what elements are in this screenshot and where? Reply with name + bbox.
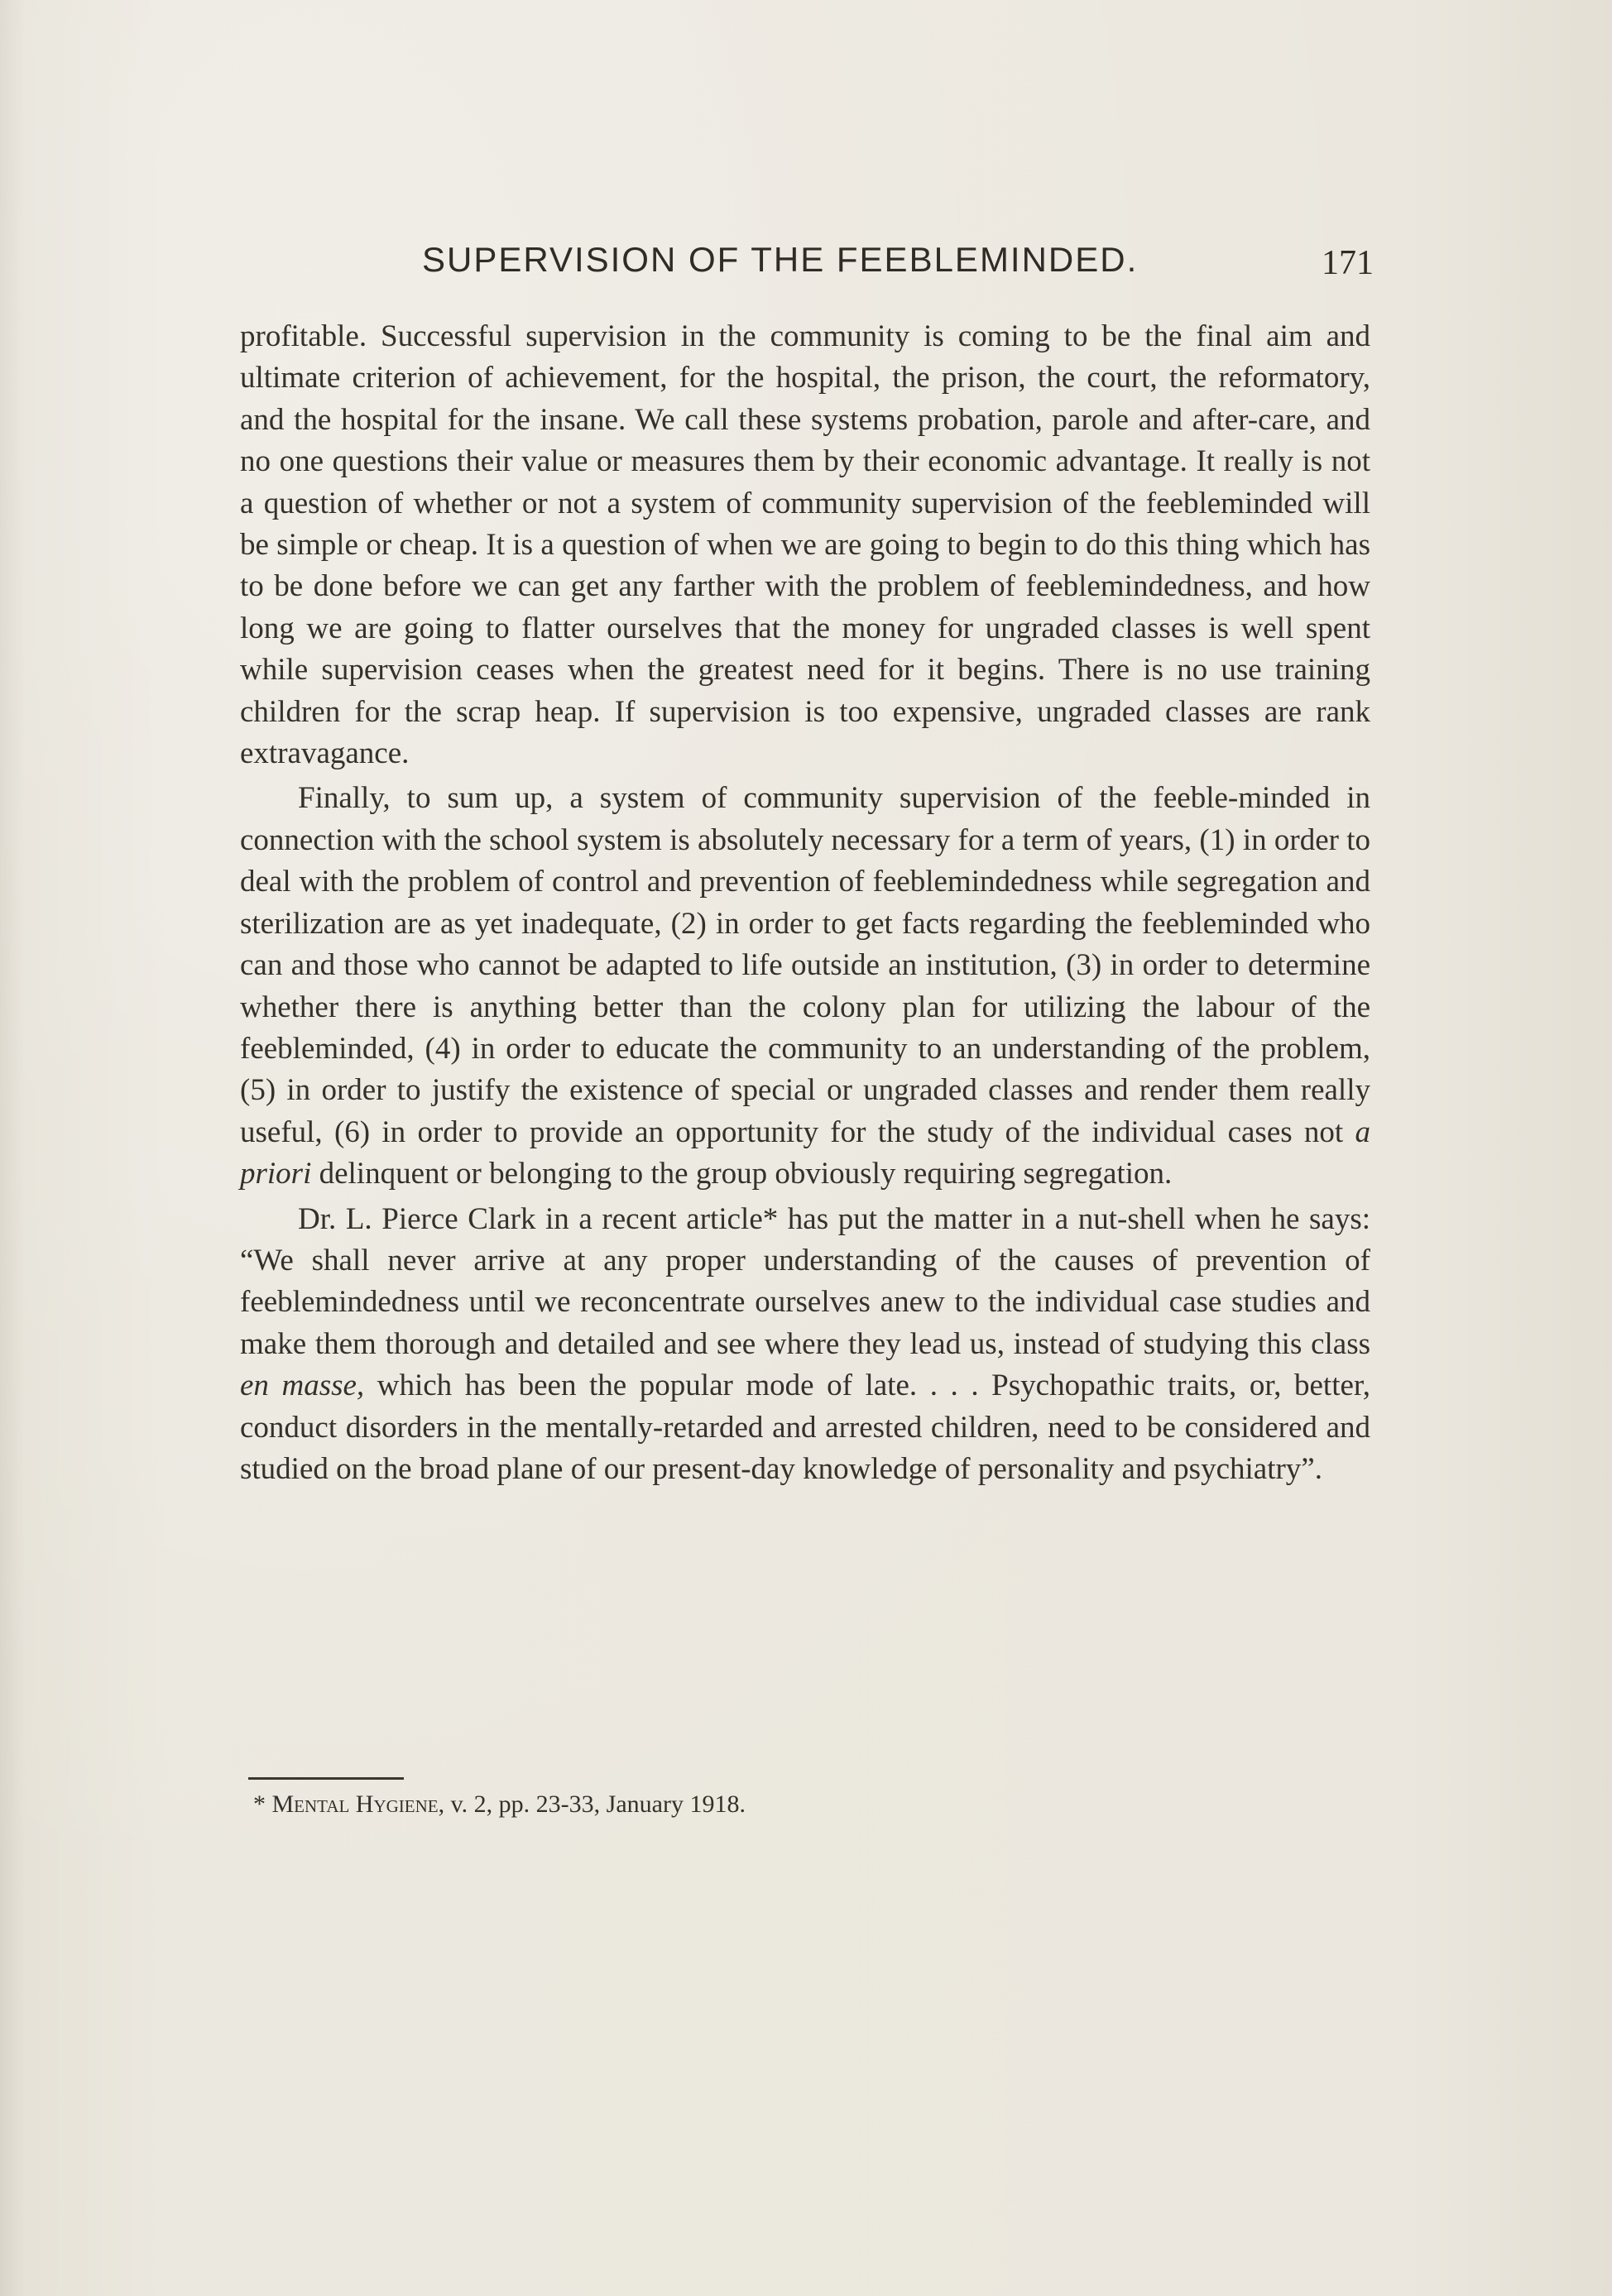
footnote-journal: Mental Hygiene, <box>271 1790 445 1818</box>
footnote-marker: * <box>253 1790 266 1818</box>
footnote <box>253 1790 746 1819</box>
paragraph-2-text-a: Finally, to sum up, a system of community supervision of the feeble-minded in connection with the school system is absolutely necessary for a term of years, (1) in order to deal with the problem of control and prevention of feeblemindedness while segregation and sterilization are as yet inadequate, (2) in order to get facts regarding the feebleminded who can and those who cannot be adapted to life outside an institution, (3) in order to determine whether there is anything better than the colony plan for utilizing the labour of the feebleminded, (4) in order to educate the community to an understanding of the problem, (5) in order to justify the existence of special or ungraded classes and render them really useful, (6) in order to provide an opportunity for the study of the individual cases not <box>240 781 1370 1149</box>
paragraph-2 <box>240 778 1370 1195</box>
paragraph-2-text-b: delinquent or belonging to the group obviously requiring segregation. <box>319 1157 1173 1191</box>
paragraph-3-italic: en masse, <box>240 1368 365 1403</box>
running-head: SUPERVISION OF THE FEEBLEMINDED. <box>422 240 1139 279</box>
paragraph-3-text-b: which has been the popular mode of late. . . . Psychopathic traits, or, better, conduct disorders in the mentally-retarded and arrested children, need to be considered and studied on the broad plane of our present-day knowledge of personality and psychiatry”. <box>240 1368 1370 1486</box>
paragraph-3 <box>240 1199 1370 1491</box>
paragraph-2-italic: a priori <box>240 1114 1371 1191</box>
page-number: 171 <box>1322 244 1374 282</box>
paragraph-1: profitable. Successful supervision in the community is coming to be the final aim and ultimate criterion of achievement, for the hospital, the prison, the court, the reformatory, and the hospital for the insane. We call these systems probation, parole and after-care, and no one questions their value or measures them by their economic advantage. It really is not a question of whether or not a system of community supervision of the feebleminded will be simple or cheap. It is a question of when we are going to begin to do this thing which has to be done before we can get any farther with the problem of feeblemindedness, and how long we are going to flatter ourselves that the money for ungraded classes is well spent while supervision ceases when the greatest need for it begins. There is no use training children for the scrap heap. If supervision is too expensive, ungraded classes are rank extravagance. <box>240 319 1370 771</box>
body-text <box>240 316 1370 1490</box>
paragraph-3-text-a: Dr. L. Pierce Clark in a recent article* has put the matter in a nut-shell when he says: “We shall never arrive at any proper understanding of the causes of prevention of feeblemindedness until we reconcentrate ourselves anew to the individual case studies and make them thorough and detailed and see where they lead us, instead of studying this class <box>240 1201 1370 1361</box>
page-header <box>248 240 1374 290</box>
footnote-rule <box>248 1777 404 1780</box>
footnote-citation: v. 2, pp. 23-33, January 1918. <box>450 1790 746 1818</box>
